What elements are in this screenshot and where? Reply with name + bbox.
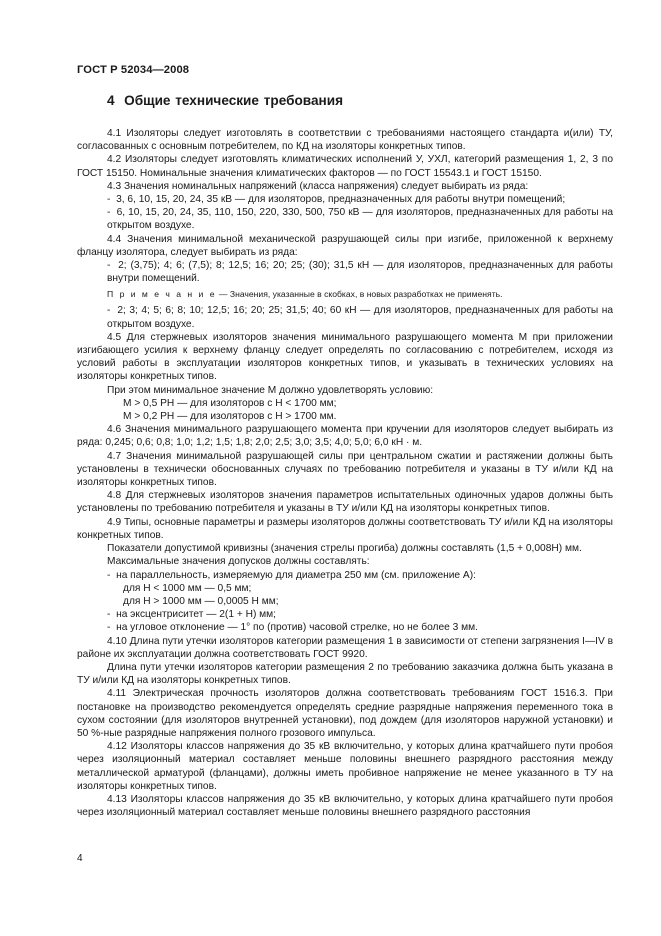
list-item: - 3, 6, 10, 15, 20, 24, 35 кВ — для изоляторов, предназначенных для работы внутри помещений; (77, 193, 613, 206)
clause-4-10: 4.10 Длина пути утечки изоляторов категории размещения 1 в зависимости от степени загрязнения I—IV в районе их эксплуатации должна соответствовать ГОСТ 9920. (77, 635, 613, 660)
clause-4-13: 4.13 Изоляторы классов напряжения до 35 кВ включительно, у которых длина кратчайшего пути пробоя через изоляционный материал составляет меньше половины внешнего разрядного расстояния (77, 793, 613, 819)
creepage-paragraph: Длина пути утечки изоляторов категории размещения 2 по требованию заказчика должна быть указана в ТУ и/или КД на изоляторы конкретных типов. (77, 661, 613, 687)
clause-4-8: 4.8 Для стержневых изоляторов значения параметров испытательных одиночных ударов должны быть установлены по требованию потребителя и указаны в ТУ и/или КД на изоляторы конкретных типов. (77, 490, 613, 515)
tolerances-intro: Максимальные значения допусков должны составлять: (107, 556, 370, 568)
section-title-text: Общие технические требования (124, 93, 344, 108)
condition-line: М > 0,5 РН — для изоляторов с Н < 1700 мм; (123, 397, 337, 409)
list-item: - на параллельность, измеряемую для диаметра 250 мм (см. приложение А): (77, 569, 613, 582)
curvature-paragraph: Показатели допустимой кривизны (значения стрелы прогиба) должны составлять (1,5 + 0,008Н) мм. (107, 543, 582, 555)
clause-4-12: 4.12 Изоляторы классов напряжения до 35 кВ включительно, у которых длина кратчайшего пути пробоя через изоляционный материал составляет меньше половины внешнего разрядного расстояния между металлической арматурой (фланцами), должны иметь пробивное напряжение не менее указанного в ТУ на изоляторы конкретных типов. (77, 741, 613, 792)
note (77, 288, 613, 301)
document-code: ГОСТ Р 52034—2008 (77, 64, 190, 76)
clause-4-2: 4.2 Изоляторы следует изготовлять климатических исполнений У, УХЛ, категорий размещения 1, 2, 3 по ГОСТ 15150. Номинальные значения климатических факторов — по ГОСТ 15543.1 и ГОСТ 15150. (77, 154, 613, 179)
list-item: - 2; 3; 4; 5; 6; 8; 10; 12,5; 16; 20; 25; 31,5; 40; 60 кН — для изоляторов, предназначенных для работы на открытом воздухе. (77, 304, 613, 330)
tolerance-line: для Н < 1000 мм — 0,5 мм; (123, 582, 252, 594)
section-number: 4 (107, 93, 115, 108)
note-label: П р и м е ч а н и е (107, 289, 217, 300)
condition-line: М > 0,2 РН — для изоляторов с Н > 1700 мм. (123, 411, 337, 423)
tolerance-line: для Н > 1000 мм — 0,0005 Н мм; (123, 595, 279, 607)
clause-4-6: 4.6 Значения минимального разрушающего момента при кручении для изоляторов следует выбирать из ряда: 0,245; 0,6; 0,8; 1,0; 1,2; 1,5; 1,8; 2,0; 2,5; 3,0; 3,5; 4,0; 5,0; 6,0 кН · м. (77, 424, 613, 449)
condition-intro: При этом минимальное значение М должно удовлетворять условию: (107, 384, 434, 396)
page-number: 4 (77, 853, 83, 864)
clause-4-4: 4.4 Значения минимальной механической разрушающей силы при изгибе, приложенной к верхнему фланцу изолятора, следует выбирать из ряда: (77, 233, 613, 258)
clause-4-7: 4.7 Значения минимальной разрушающей силы при центральном сжатии и растяжении должны быть установлены в технически обоснованных случаях по требованию потребителя и указаны в ТУ и/или КД на изоляторы конкретных типов. (77, 450, 613, 489)
list-item: - на эксцентриситет — 2(1 + Н) мм; (77, 608, 613, 621)
clause-4-9: 4.9 Типы, основные параметры и размеры изоляторов должны соответствовать ТУ и/или КД на изоляторы конкретных типов. (77, 516, 613, 541)
clause-4-11: 4.11 Электрическая прочность изоляторов должна соответствовать требованиям ГОСТ 1516.3. При постановке на производство рекомендуется определять средние разрядные напряжения переменного тока в сухом состоянии (для изоляторов внутренней установки), под дождем (для изоляторов наружной установки) и 50 %-ные разрядные напряжения полного грозового импульса. (77, 688, 613, 739)
list-item: - 6, 10, 15, 20, 24, 35, 110, 150, 220, 330, 500, 750 кВ — для изоляторов, предназначенных для работы на открытом воздухе. (77, 206, 613, 232)
clause-4-5: 4.5 Для стержневых изоляторов значения минимального разрушающего момента М при приложении изгибающего усилия к верхнему фланцу следует определять по согласованию с потребителем, исходя из условий работы в эксплуатации изоляторов конкретных типов, и указывать в технических условиях на изоляторы конкретных типов. (77, 331, 613, 383)
clause-4-3: 4.3 Значения номинальных напряжений (класса напряжения) следует выбирать из ряда: (107, 180, 529, 192)
section-body (77, 127, 613, 819)
note-text: — Значения, указанные в скобках, в новых разработках не применять. (216, 289, 503, 300)
list-item: - 2; (3,75); 4; 6; (7,5); 8; 12,5; 16; 20; 25; (30); 31,5 кН — для изоляторов, предназначенных для работы внутри помещений. (77, 259, 613, 285)
clause-4-1: 4.1 Изоляторы следует изготовлять в соответствии с требованиями настоящего стандарта и(или) ТУ, согласованных с основным потребителем, по КД на изоляторы конкретных типов. (77, 128, 613, 153)
list-item: - на угловое отклонение — 1° по (против) часовой стрелке, но не более 3 мм. (77, 621, 613, 634)
section-heading (107, 93, 343, 108)
